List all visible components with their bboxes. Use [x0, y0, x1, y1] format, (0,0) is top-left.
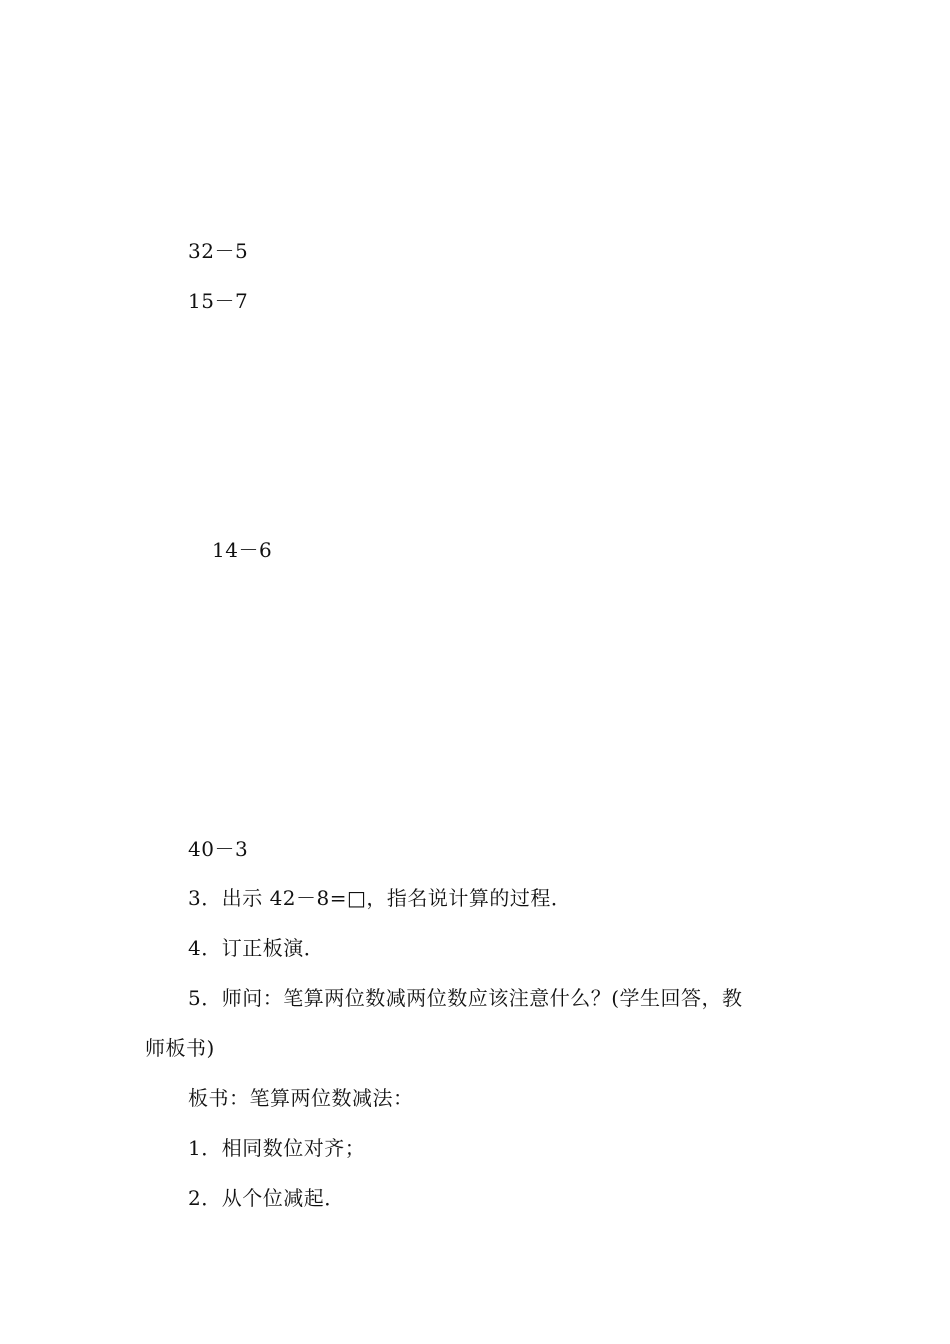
expression-15-minus-7: 15－7 — [188, 289, 249, 313]
step-5-text: 5．师问：笔算两位数减两位数应该注意什么？(学生回答，教 — [188, 986, 743, 1010]
step-3-text: 3．出示 42－8=□，指名说计算的过程． — [188, 886, 572, 910]
rule-1-text: 1．相同数位对齐； — [188, 1136, 366, 1160]
expression-14-minus-6: 14－6 — [212, 538, 273, 562]
step-4-text: 4．订正板演． — [188, 936, 325, 960]
step-5-continuation: 师板书) — [145, 1036, 215, 1060]
rule-2-text: 2．从个位减起． — [188, 1186, 345, 1210]
expression-32-minus-5: 32－5 — [188, 239, 249, 263]
board-heading: 板书：笔算两位数减法： — [188, 1086, 414, 1110]
expression-40-minus-3: 40－3 — [188, 837, 249, 861]
